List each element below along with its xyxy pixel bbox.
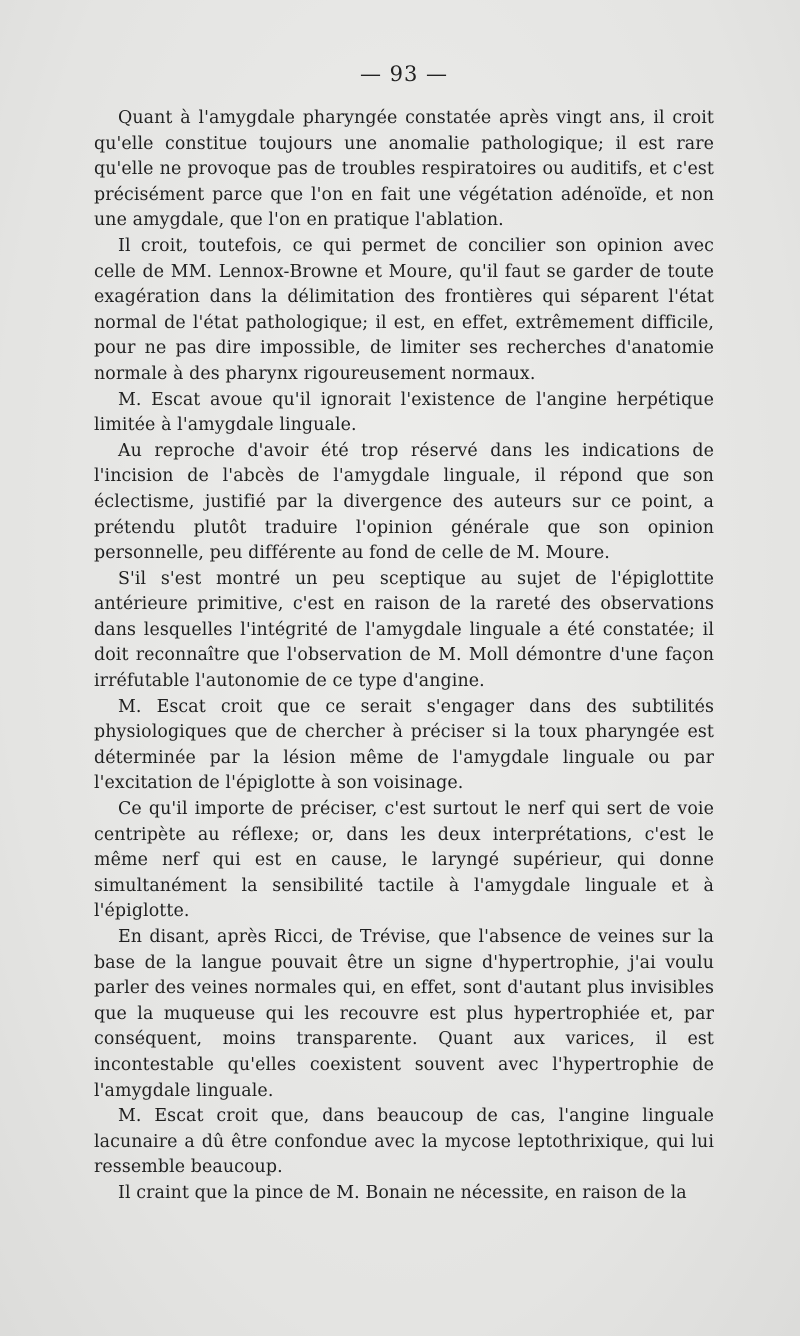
paragraph: M. Escat croit que ce serait s'engager dans des subtilités physiologiques que de chercher à préciser si la toux pharyngée est déterminée par la lésion même de l'amygdale linguale ou par l'excitation de l'épiglotte à son voisinage. (94, 696, 714, 794)
paragraph: Il croit, toutefois, ce qui permet de concilier son opinion avec celle de MM. Lennox-Browne et Moure, qu'il faut se garder de toute exagération dans la délimitation des frontières qui séparent l'état normal de l'état pathologique; il est, en effet, extrêmement difficile, pour ne pas dire impossible, de limiter ses recherches d'anatomie normale à des pharynx rigoureusement normaux. (94, 235, 714, 384)
paragraph: Il craint que la pince de M. Bonain ne nécessite, en raison de la (118, 1182, 687, 1203)
paragraph: M. Escat croit que, dans beaucoup de cas, l'angine linguale lacunaire a dû être confondue avec la mycose leptothrixique, qui lui ressemble beaucoup. (94, 1106, 714, 1178)
paragraph: Quant à l'amygdale pharyngée constatée après vingt ans, il croit qu'elle constitue toujours une anomalie pathologique; il est rare qu'elle ne provoque pas de troubles respiratoires ou auditifs, et c'est précisément parce que l'on en fait une végétation adénoïde, et non une amygdale, que l'on en pratique l'ablation. (94, 108, 714, 231)
paragraph: Ce qu'il importe de préciser, c'est surtout le nerf qui sert de voie centripète au réflexe; or, dans les deux interprétations, c'est le même nerf qui est en cause, le laryngé supérieur, qui donne simultanément la sensibilité tactile à l'amygdale linguale et à l'épiglotte. (94, 799, 714, 922)
paragraph: S'il s'est montré un peu sceptique au sujet de l'épiglottite antérieure primitive, c'est en raison de la rareté des observations dans lesquelles l'intégrité de l'amygdale linguale a été constatée; il doit reconnaître que l'observation de M. Moll démontre d'une façon irréfutable l'autonomie de ce type d'angine. (94, 568, 714, 692)
page-body (94, 106, 714, 1207)
page-number: — 93 — (359, 62, 449, 86)
paragraph: En disant, après Ricci, de Trévise, que l'absence de veines sur la base de la langue pouvait être un signe d'hypertrophie, j'ai voulu parler des veines normales qui, en effet, sont d'autant plus invisibles que la muqueuse qui les recouvre est plus hypertrophiée et, par conséquent, moins transparente. Quant aux varices, il est incontestable qu'elles coexistent souvent avec l'hypertrophie de l'amygdale linguale. (94, 927, 714, 1101)
paragraph: M. Escat avoue qu'il ignorait l'existence de l'angine herpétique limitée à l'amygdale linguale. (94, 389, 714, 436)
paragraph: Au reproche d'avoir été trop réservé dans les indications de l'incision de l'abcès de l'amygdale linguale, il répond que son éclectisme, justifié par la divergence des auteurs sur ce point, a prétendu plutôt traduire l'opinion générale que son opinion personnelle, peu différente au fond de celle de M. Moure. (94, 440, 714, 564)
